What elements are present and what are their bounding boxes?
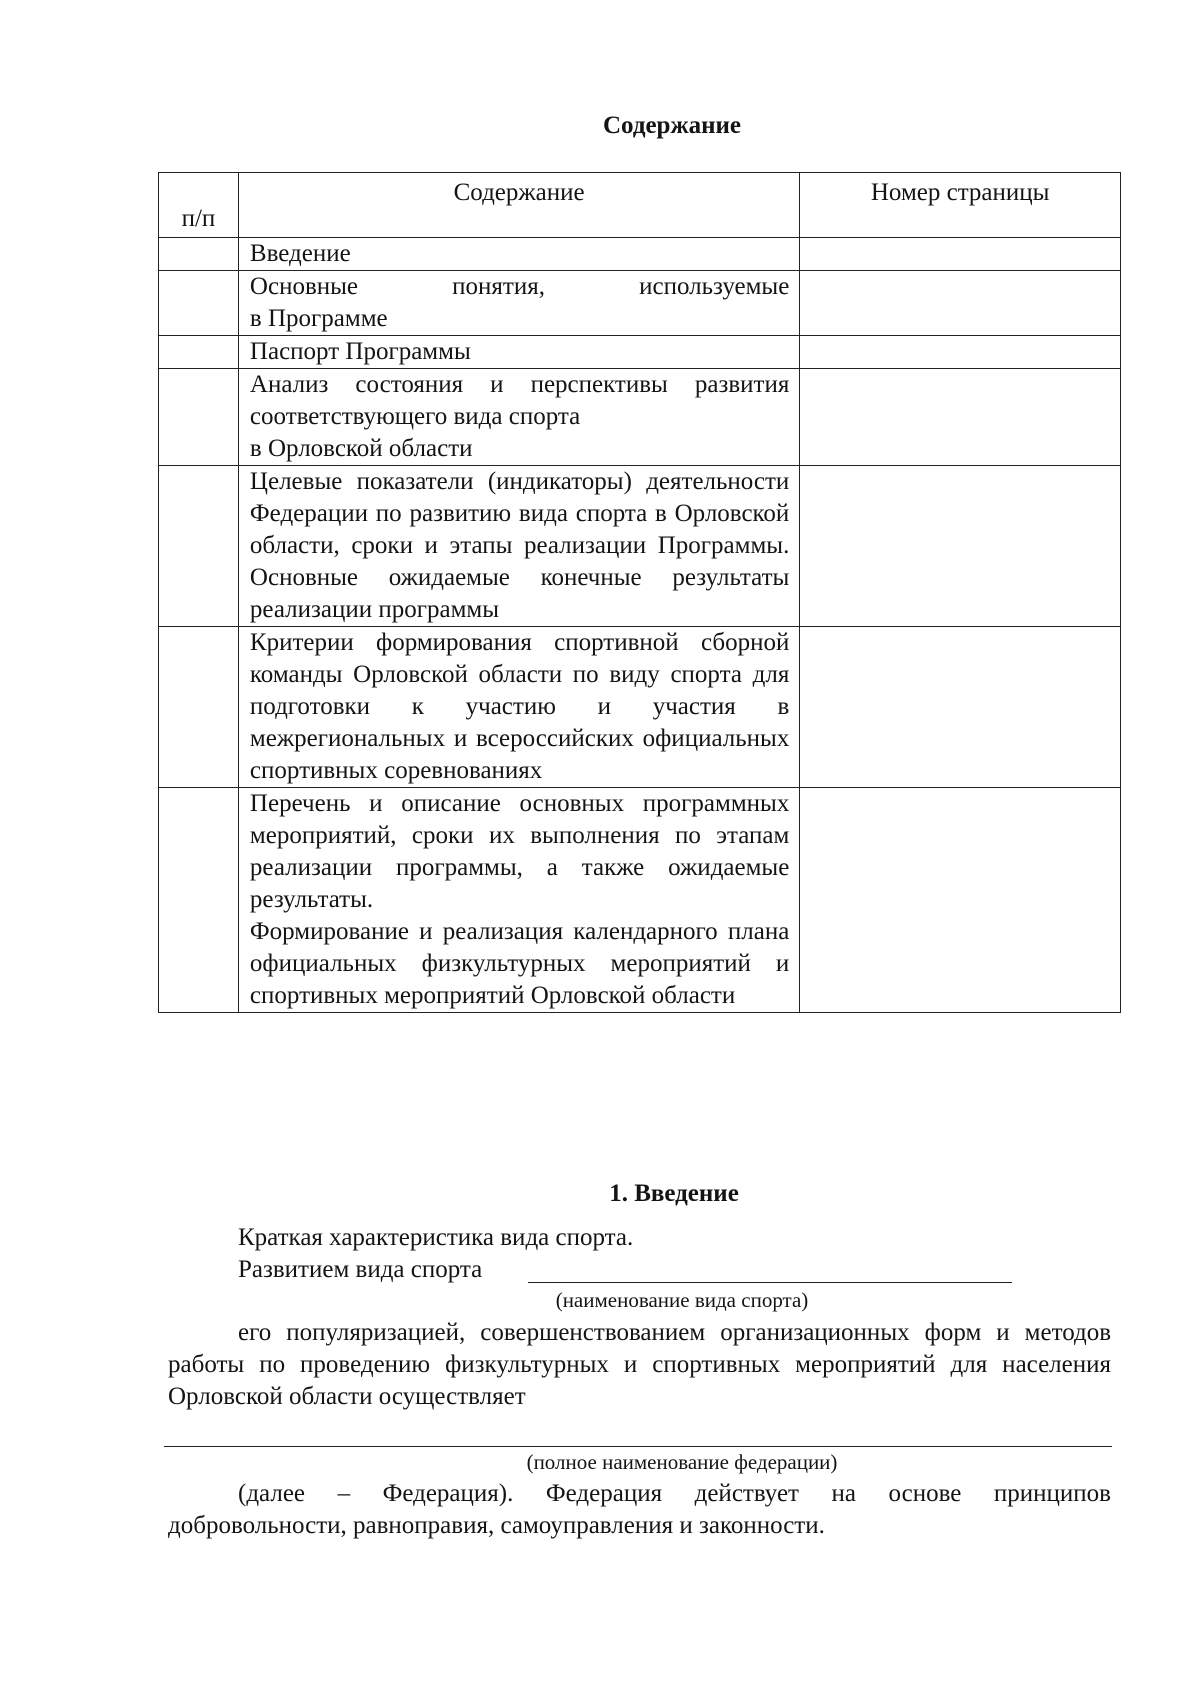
toc-header-content: Содержание <box>238 173 799 238</box>
toc-row-page <box>800 271 1121 336</box>
toc-row-page <box>800 238 1121 271</box>
toc-row-text: Анализ состояния и перспективы развития <box>249 371 790 398</box>
brief-description: Краткая характеристика вида спорта. <box>238 1224 634 1251</box>
toc-heading: Содержание <box>602 112 741 139</box>
federation-name-caption: (полное наименование федерации) <box>526 1450 838 1474</box>
toc-row-number <box>159 788 239 1013</box>
toc-header-page: Номер страницы <box>800 173 1121 238</box>
toc-row-text: Введение <box>249 240 351 267</box>
toc-row <box>159 369 1121 466</box>
toc-row-content <box>238 238 799 271</box>
toc-row-text: Основные понятия, используемые <box>249 273 790 300</box>
toc-row <box>159 336 1121 369</box>
toc-row-page <box>800 336 1121 369</box>
toc-row-number <box>159 466 239 627</box>
toc-row-number <box>159 336 239 369</box>
toc-header-row <box>159 173 1121 238</box>
toc-row-content: Целевые показатели (индикаторы) деятельности Федерации по развитию вида спорта в Орловской области, сроки и этапы реализации Программы. Основные ожидаемые конечные результаты реализации программы <box>238 466 799 627</box>
section-title: 1. Введение <box>609 1180 739 1207</box>
toc-row-text: Паспорт Программы <box>249 338 471 365</box>
toc-row-text: в Орловской области <box>249 435 473 462</box>
toc-row <box>159 271 1121 336</box>
sport-name-line <box>528 1282 1012 1283</box>
toc-row-number <box>159 369 239 466</box>
toc-header-number: п/п <box>159 173 239 238</box>
toc-row-text: соответствующего вида спорта <box>249 403 581 430</box>
toc-row-page <box>800 788 1121 1013</box>
toc-row <box>159 238 1121 271</box>
development-label: Развитием вида спорта <box>238 1256 483 1283</box>
toc-row <box>159 466 1121 627</box>
toc-row-content <box>238 369 799 466</box>
toc-row-number <box>159 271 239 336</box>
body-paragraph: его популяризацией, совершенствованием организационных форм и методов работы по проведению физкультурных и спортивных мероприятий для населения Орловской области осуществляет <box>168 1319 1111 1410</box>
toc-row-text: в Программе <box>249 305 388 332</box>
federation-paragraph: (далее – Федерация). Федерация действует на основе принципов добровольности, равноправия, самоуправления и законности. <box>168 1480 1111 1539</box>
toc-row-page <box>800 627 1121 788</box>
toc-row-page <box>800 369 1121 466</box>
sport-name-caption: (наименование вида спорта) <box>555 1288 809 1312</box>
toc-row-number <box>159 238 239 271</box>
toc-row <box>159 788 1121 1013</box>
toc-row-content: Критерии формирования спортивной сборной команды Орловской области по виду спорта для подготовки к участию и участия в межрегиональных и всероссийских официальных спортивных соревнованиях <box>238 627 799 788</box>
toc-row-text: Перечень и описание основных программных мероприятий, сроки их выполнения по этапам реализации программы, а также ожидаемые результаты. <box>249 790 790 913</box>
toc-row-text: Формирование и реализация календарного плана официальных физкультурных мероприятий и спортивных мероприятий Орловской области <box>249 918 790 1009</box>
toc-row-content <box>238 788 799 1013</box>
toc-table <box>158 172 1121 1013</box>
toc-row <box>159 627 1121 788</box>
federation-name-line <box>164 1446 1112 1447</box>
toc-row-content <box>238 336 799 369</box>
toc-row-content <box>238 271 799 336</box>
toc-row-page <box>800 466 1121 627</box>
toc-row-number <box>159 627 239 788</box>
